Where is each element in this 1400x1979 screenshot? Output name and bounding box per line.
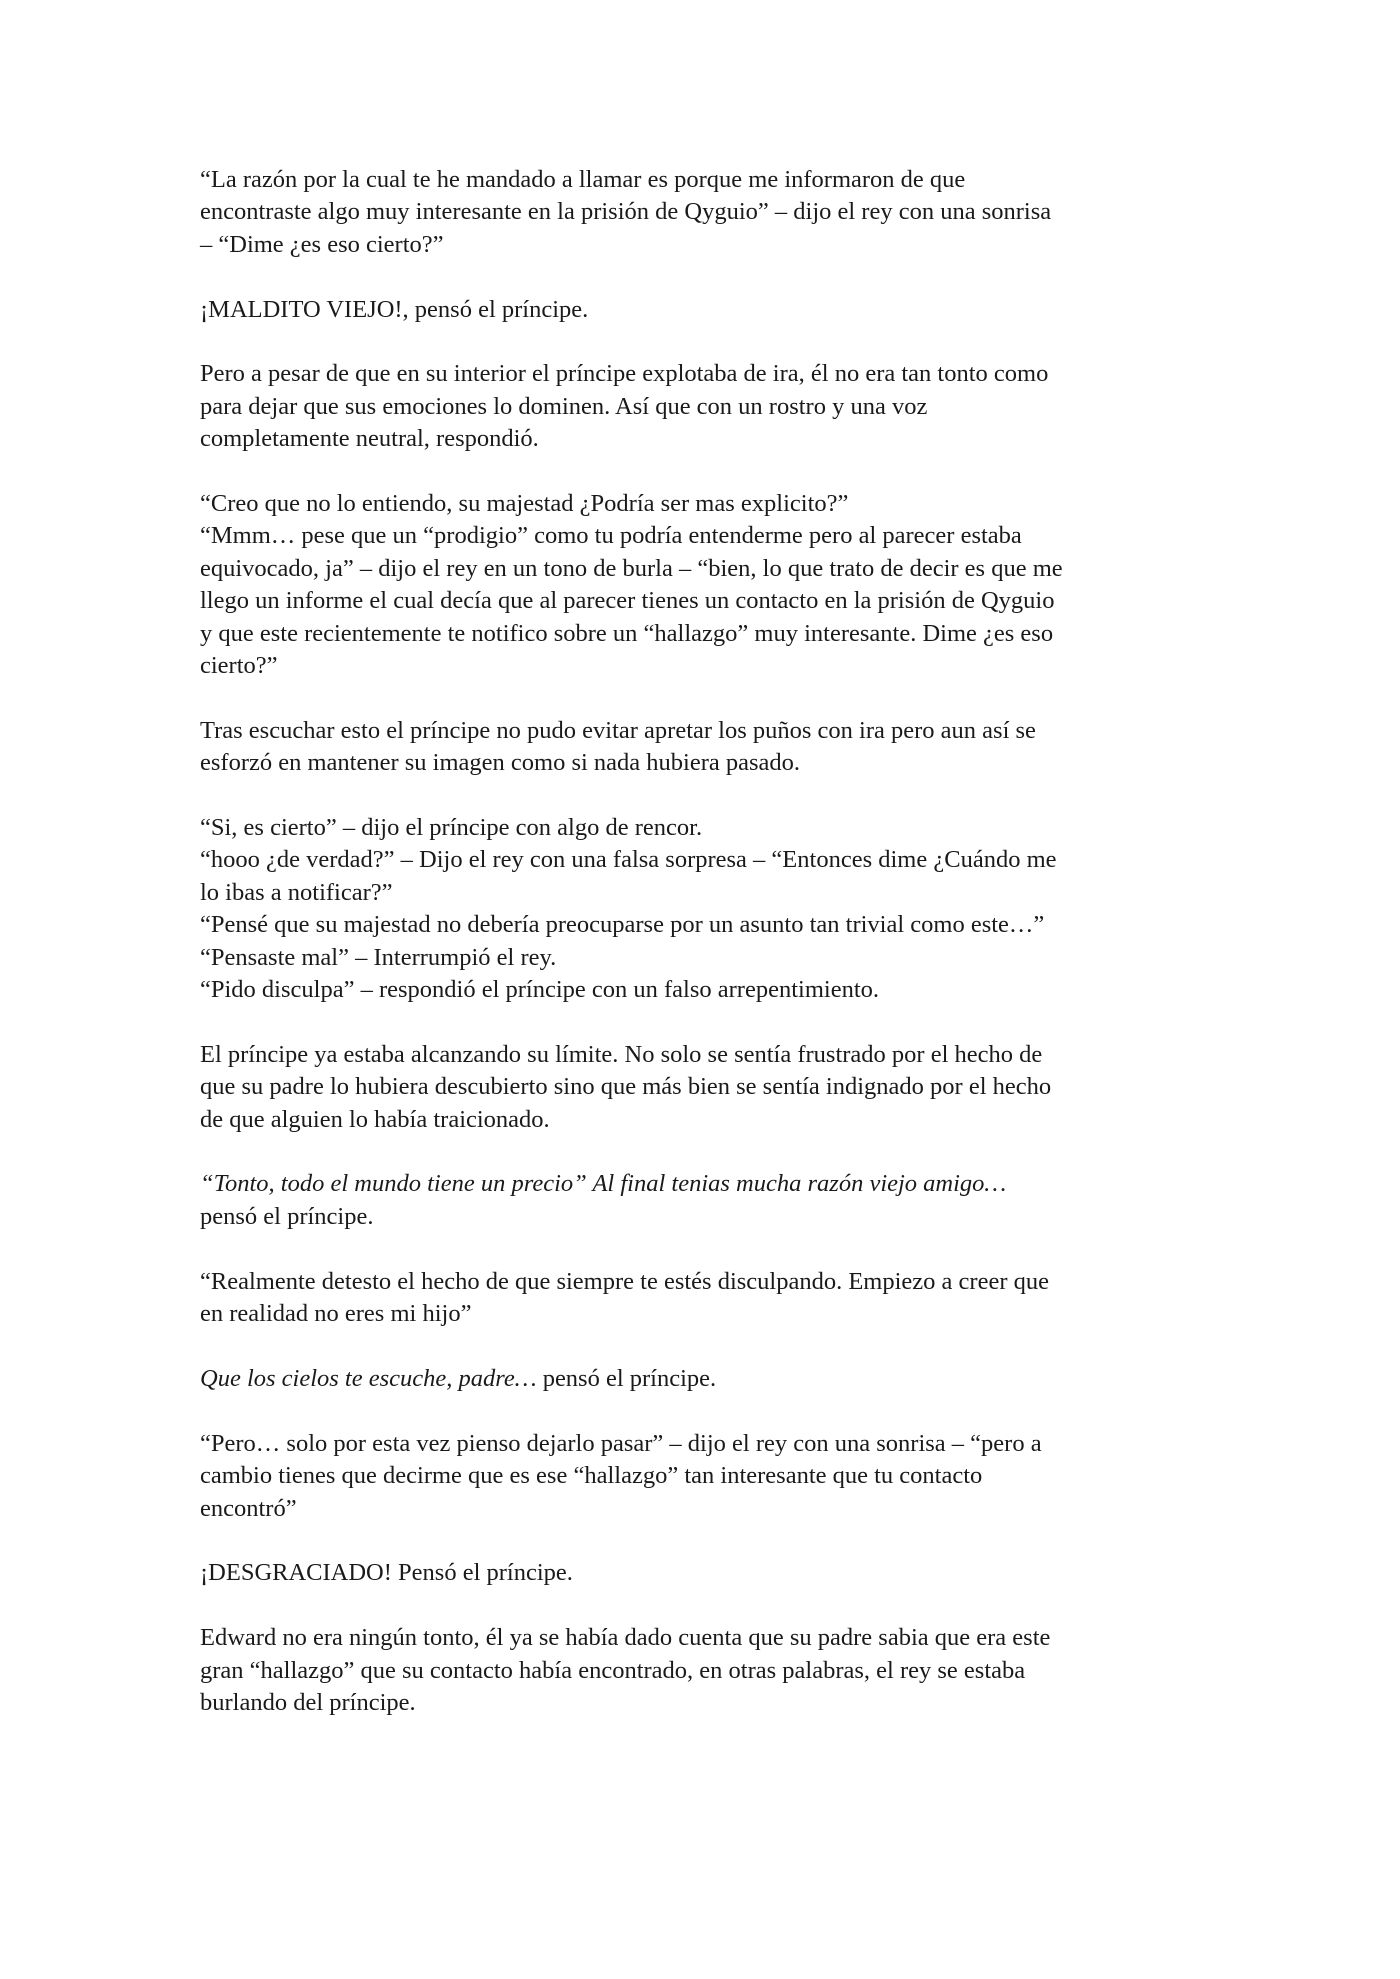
text-line <box>200 1460 1200 1492</box>
body-text: de que alguien lo había traicionado. <box>200 1105 550 1133</box>
body-text: El príncipe ya estaba alcanzando su límite. No solo se sentía frustrado por el hecho de <box>200 1040 1043 1068</box>
body-text: completamente neutral, respondió. <box>200 425 539 453</box>
paragraph <box>200 164 1200 261</box>
text-line <box>200 974 1200 1006</box>
body-text: equivocado, ja” – dijo el rey en un tono de burla – “bien, lo que trato de decir es que me <box>200 554 1063 582</box>
body-text: “hooo ¿de verdad?” – Dijo el rey con una falsa sorpresa – “Entonces dime ¿Cuándo me <box>200 846 1057 874</box>
paragraph <box>200 1168 1200 1233</box>
body-text: pensó el príncipe. <box>200 1202 374 1230</box>
body-text: esforzó en mantener su imagen como si nada hubiera pasado. <box>200 749 801 777</box>
body-text: “Creo que no lo entiendo, su majestad ¿Podría ser mas explicito?” <box>200 490 849 518</box>
body-text: para dejar que sus emociones lo dominen. Así que con un rostro y una voz <box>200 392 928 420</box>
text-line <box>200 1493 1200 1525</box>
text-line <box>200 196 1200 228</box>
body-text: encontró” <box>200 1494 297 1522</box>
text-line <box>200 229 1200 261</box>
text-line <box>200 650 1200 682</box>
body-text: “Pero… solo por esta vez pienso dejarlo pasar” – dijo el rey con una sonrisa – “pero a <box>200 1429 1042 1457</box>
body-text: Tras escuchar esto el príncipe no pudo evitar apretar los puños con ira pero aun así se <box>200 716 1036 744</box>
text-line <box>200 618 1200 650</box>
body-text: gran “hallazgo” que su contacto había encontrado, en otras palabras, el rey se estaba <box>200 1656 1026 1684</box>
text-line <box>200 294 1200 326</box>
text-line <box>200 1363 1200 1395</box>
paragraph <box>200 1266 1200 1331</box>
text-line <box>200 1622 1200 1654</box>
paragraph <box>200 1363 1200 1395</box>
text-line <box>200 715 1200 747</box>
paragraph <box>200 1622 1200 1719</box>
text-line <box>200 1168 1200 1200</box>
body-text: cambio tienes que decirme que es ese “hallazgo” tan interesante que tu contacto <box>200 1462 983 1490</box>
body-text: “Mmm… pese que un “prodigio” como tu podría entenderme pero al parecer estaba <box>200 522 1022 550</box>
text-line <box>200 1655 1200 1687</box>
text-line <box>200 1298 1200 1330</box>
body-text: ¡MALDITO VIEJO!, pensó el príncipe. <box>200 295 589 323</box>
body-text: – “Dime ¿es eso cierto?” <box>200 230 444 258</box>
text-line <box>200 553 1200 585</box>
text-line <box>200 844 1200 876</box>
body-text: “La razón por la cual te he mandado a llamar es porque me informaron de que <box>200 166 966 193</box>
paragraph <box>200 715 1200 780</box>
text-line <box>200 877 1200 909</box>
text-line <box>200 1071 1200 1103</box>
text-line <box>200 942 1200 974</box>
body-text: “Pensé que su majestad no debería preocuparse por un asunto tan trivial como este…” <box>200 911 1045 939</box>
paragraph <box>200 294 1200 326</box>
body-text: “Pensaste mal” – Interrumpió el rey. <box>200 943 557 971</box>
text-line <box>200 1266 1200 1298</box>
text-line <box>200 1687 1200 1719</box>
text-line <box>200 1104 1200 1136</box>
text-line <box>200 164 1200 196</box>
paragraph <box>200 488 1200 682</box>
paragraph <box>200 812 1200 1006</box>
body-text: ¡DESGRACIADO! Pensó el príncipe. <box>200 1559 573 1587</box>
body-text: pensó el príncipe. <box>536 1364 717 1392</box>
text-line <box>200 520 1200 552</box>
body-text: encontraste algo muy interesante en la prisión de Qyguio” – dijo el rey con una sonrisa <box>200 198 1052 226</box>
text-line <box>200 812 1200 844</box>
paragraph <box>200 1039 1200 1136</box>
text-line <box>200 909 1200 941</box>
body-text: y que este recientemente te notifico sobre un “hallazgo” muy interesante. Dime ¿es eso <box>200 619 1054 647</box>
text-line <box>200 1039 1200 1071</box>
italic-text: Que los cielos te escuche, padre… <box>200 1364 537 1392</box>
body-text: cierto?” <box>200 652 278 680</box>
body-text: “Pido disculpa” – respondió el príncipe con un falso arrepentimiento. <box>200 976 880 1004</box>
text-line <box>200 585 1200 617</box>
body-text: Pero a pesar de que en su interior el príncipe explotaba de ira, él no era tan tonto como <box>200 360 1049 388</box>
text-line <box>200 1201 1200 1233</box>
italic-text: “Tonto, todo el mundo tiene un precio” Al final tenias mucha razón viejo amigo… <box>200 1170 1007 1198</box>
text-line <box>200 391 1200 423</box>
body-text: “Si, es cierto” – dijo el príncipe con algo de rencor. <box>200 814 703 842</box>
body-text: lo ibas a notificar?” <box>200 878 393 906</box>
paragraph <box>200 1428 1200 1525</box>
text-line <box>200 358 1200 390</box>
paragraph <box>200 358 1200 455</box>
body-text: que su padre lo hubiera descubierto sino que más bien se sentía indignado por el hecho <box>200 1073 1052 1101</box>
text-line <box>200 1557 1200 1589</box>
text-line <box>200 747 1200 779</box>
text-line <box>200 423 1200 455</box>
paragraph <box>200 1557 1200 1589</box>
text-line <box>200 488 1200 520</box>
body-text: en realidad no eres mi hijo” <box>200 1300 472 1328</box>
body-text: Edward no era ningún tonto, él ya se había dado cuenta que su padre sabia que era este <box>200 1624 1051 1652</box>
document-body <box>200 164 1200 1752</box>
body-text: burlando del príncipe. <box>200 1688 416 1716</box>
body-text: llego un informe el cual decía que al parecer tienes un contacto en la prisión de Qyguio <box>200 587 1055 615</box>
text-line <box>200 1428 1200 1460</box>
body-text: “Realmente detesto el hecho de que siempre te estés disculpando. Empiezo a creer que <box>200 1267 1049 1295</box>
